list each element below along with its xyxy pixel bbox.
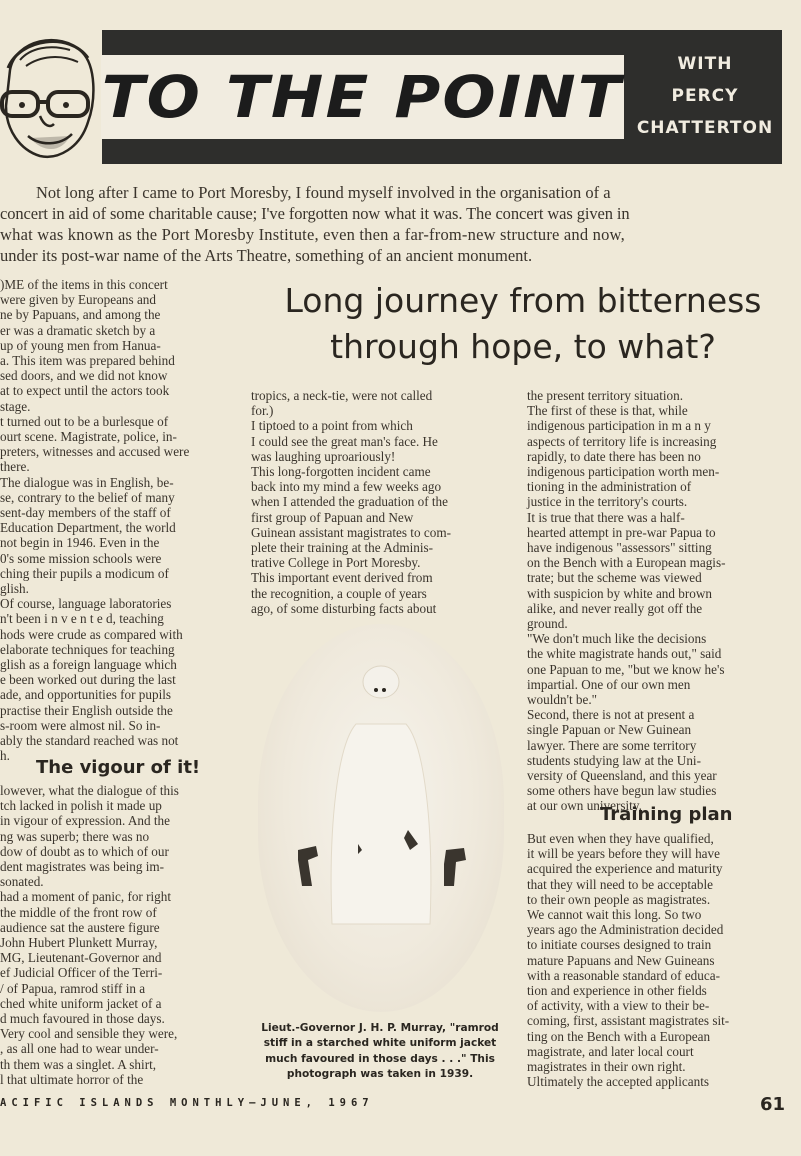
text-line: We cannot wait this long. So two bbox=[527, 907, 702, 923]
text-line: th them was a singlet. A shirt, bbox=[0, 1056, 157, 1072]
subhead-vigour: The vigour of it! bbox=[36, 757, 201, 778]
text-line: elaborate techniques for teaching bbox=[0, 641, 175, 657]
text-line: ting on the Bench with a European bbox=[527, 1028, 711, 1044]
text-line: indigenous participation in m a n y bbox=[527, 418, 711, 434]
text-line: This important event derived from bbox=[251, 570, 433, 586]
text-line: in vigour of expression. And the bbox=[0, 813, 170, 829]
text-line: justice in the territory's courts. bbox=[527, 494, 688, 510]
text-line: on the Bench with a European magis- bbox=[527, 555, 726, 571]
text-line: lawyer. There are some territory bbox=[527, 737, 697, 753]
text-line: wouldn't be." bbox=[527, 692, 598, 708]
headline-line-1: Long journey from bitterness bbox=[284, 281, 762, 320]
text-line: But even when they have qualified, bbox=[527, 831, 714, 846]
text-line: rapidly, to date there has been no bbox=[527, 448, 701, 464]
text-line: to their own people as magistrates. bbox=[527, 891, 711, 907]
text-line: sonated. bbox=[0, 874, 44, 890]
byline-first-name: PERCY bbox=[671, 86, 739, 106]
intro-line: Not long after I came to Port Moresby, I found myself involved in the organisation of a bbox=[36, 183, 611, 202]
text-line: indigenous participation worth men- bbox=[527, 464, 720, 480]
text-line: when I attended the graduation of the bbox=[251, 494, 449, 510]
column-2 bbox=[251, 388, 509, 616]
text-line: I could see the great man's face. He bbox=[251, 433, 438, 449]
caricature-portrait bbox=[0, 30, 102, 164]
text-line: at to expect until the actors took bbox=[0, 383, 170, 399]
text-line: preters, witnesses and accused were bbox=[0, 444, 190, 460]
text-line: ne by Papuans, and among the bbox=[0, 307, 161, 323]
text-line: n't been i n v e n t e d, teaching bbox=[0, 611, 164, 627]
text-line: s-room were almost nil. So in- bbox=[0, 717, 161, 733]
intro-line: concert in aid of some charitable cause; I've forgotten now what it was. The concert was given in bbox=[0, 204, 630, 223]
text-line: John Hubert Plunkett Murray, bbox=[0, 935, 158, 951]
subhead-training: Training plan bbox=[600, 804, 733, 825]
text-line: it will be years before they will have bbox=[527, 846, 720, 862]
text-line: at our own university. bbox=[527, 798, 642, 814]
text-line: for.) bbox=[251, 403, 274, 419]
text-line: d much favoured in those days. bbox=[0, 1011, 165, 1027]
text-line: "We don't much like the decisions bbox=[527, 631, 707, 647]
text-line: were given by Europeans and bbox=[0, 292, 156, 308]
text-line: up of young men from Hanua- bbox=[0, 337, 161, 353]
text-line: plete their training at the Adminis- bbox=[251, 540, 434, 556]
text-line: tropics, a neck-tie, were not called bbox=[251, 388, 433, 403]
byline-last-name: CHATTERTON bbox=[636, 118, 774, 138]
text-line: there. bbox=[0, 459, 30, 475]
text-line: ef Judicial Officer of the Terri- bbox=[0, 965, 163, 981]
text-line: alike, and never really got off the bbox=[527, 600, 703, 616]
caption-line: photograph was taken in 1939. bbox=[286, 1068, 474, 1081]
text-line: l that ultimate horror of the bbox=[0, 1071, 144, 1087]
text-line: Ultimately the accepted applicants bbox=[527, 1074, 709, 1090]
text-line: with suspicion by white and brown bbox=[527, 585, 712, 601]
text-line: single Papuan or New Guinean bbox=[527, 722, 692, 738]
text-line: coming, first, assistant magistrates sit- bbox=[527, 1013, 730, 1029]
text-line: was laughing uproariously! bbox=[251, 448, 396, 464]
text-line: versity of Queensland, and this year bbox=[527, 768, 717, 784]
text-line: Very cool and sensible they were, bbox=[0, 1026, 178, 1042]
text-line: Of course, language laboratories bbox=[0, 596, 172, 612]
text-line: dow of doubt as to which of our bbox=[0, 843, 169, 859]
text-line: glish as a foreign language which bbox=[0, 657, 177, 673]
text-line: trative College in Port Moresby. bbox=[251, 555, 421, 571]
intro-line: what was known as the Port Moresby Institute, even then a far-from-new structure and now, bbox=[0, 225, 625, 244]
text-line: 0's some mission schools were bbox=[0, 550, 162, 566]
text-line: practise their English outside the bbox=[0, 702, 173, 718]
text-line: a. This item was prepared behind bbox=[0, 353, 175, 369]
text-line: The first of these is that, while bbox=[527, 403, 688, 419]
text-line: I tiptoed to a point from which bbox=[251, 418, 413, 434]
text-line: )ME of the items in this concert bbox=[0, 277, 168, 292]
text-line: the present territory situation. bbox=[527, 388, 684, 403]
text-line: glish. bbox=[0, 581, 29, 597]
text-line: trate; but the scheme was viewed bbox=[527, 570, 702, 586]
text-line: ade, and opportunities for pupils bbox=[0, 687, 172, 703]
text-line: The dialogue was in English, be- bbox=[0, 474, 174, 490]
footer-publication: ACIFIC ISLANDS MONTHLY—JUNE, 1967 bbox=[0, 1097, 374, 1109]
headline bbox=[258, 278, 788, 370]
text-line: ground. bbox=[527, 616, 568, 632]
page-number: 61 bbox=[760, 1094, 786, 1115]
text-line: ched white uniform jacket of a bbox=[0, 995, 162, 1011]
text-line: have indigenous "assessors" sitting bbox=[527, 540, 712, 556]
text-line: Guinean assistant magistrates to com- bbox=[251, 524, 451, 540]
headline-line-2: through hope, to what? bbox=[330, 327, 716, 366]
byline bbox=[630, 48, 780, 144]
text-line: / of Papua, ramrod stiff in a bbox=[0, 980, 146, 996]
caption-line: much favoured in those days . . ." This bbox=[265, 1052, 495, 1065]
text-line: acquired the experience and maturity bbox=[527, 861, 723, 877]
text-line: back into my mind a few weeks ago bbox=[251, 479, 442, 495]
photo-caption bbox=[251, 1021, 509, 1083]
text-line: lowever, what the dialogue of this bbox=[0, 783, 179, 798]
column-3-bottom bbox=[527, 831, 789, 1089]
text-line: with a reasonable standard of educa- bbox=[527, 967, 720, 983]
banner-title-box bbox=[101, 55, 624, 139]
text-line: impartial. One of our own men bbox=[527, 676, 691, 692]
text-line: the middle of the front row of bbox=[0, 904, 157, 920]
text-line: tch lacked in polish it made up bbox=[0, 798, 162, 814]
text-line: not begin in 1946. Even in the bbox=[0, 535, 160, 551]
caption-line: Lieut.-Governor J. H. P. Murray, "ramrod bbox=[261, 1022, 499, 1034]
text-line: that they will need to be acceptable bbox=[527, 876, 714, 892]
text-line: years ago the Administration decided bbox=[527, 922, 724, 938]
text-line: one Papuan to me, "but we know he's bbox=[527, 661, 725, 677]
text-line: magistrate, and later local court bbox=[527, 1043, 694, 1059]
text-line: had a moment of panic, for right bbox=[0, 889, 172, 905]
caption-line: stiff in a starched white uniform jacket bbox=[263, 1037, 497, 1050]
text-line: sent-day members of the staff of bbox=[0, 505, 171, 521]
text-line: ourt scene. Magistrate, police, in- bbox=[0, 429, 177, 445]
text-line: some others have begun law studies bbox=[527, 783, 717, 799]
text-line: sed doors, and we did not know bbox=[0, 368, 168, 384]
text-line: dent magistrates was being im- bbox=[0, 859, 165, 875]
text-line: of activity, with a view to their be- bbox=[527, 998, 710, 1014]
text-line: tioning in the administration of bbox=[527, 479, 692, 495]
text-line: Education Department, the world bbox=[0, 520, 176, 536]
text-line: aspects of territory life is increasing bbox=[527, 433, 717, 449]
text-line: to initiate courses designed to train bbox=[527, 937, 712, 953]
text-line: tion and experience in other fields bbox=[527, 983, 707, 999]
text-line: ago, of some disturbing facts about bbox=[251, 600, 437, 616]
column-3-top bbox=[527, 388, 789, 814]
column-title: TO THE POINT bbox=[101, 63, 624, 131]
text-line: This long-forgotten incident came bbox=[251, 464, 431, 480]
column-1-top bbox=[0, 277, 232, 764]
text-line: stage. bbox=[0, 398, 31, 414]
intro-line: under its post-war name of the Arts Theatre, something of an ancient monument. bbox=[0, 246, 533, 265]
text-line: ching their pupils a modicum of bbox=[0, 565, 169, 581]
text-line: students studying law at the Uni- bbox=[527, 752, 701, 768]
text-line: mature Papuans and New Guineans bbox=[527, 952, 715, 968]
byline-with: WITH bbox=[677, 54, 733, 74]
text-line: h. bbox=[0, 748, 10, 764]
text-line: audience sat the austere figure bbox=[0, 919, 160, 935]
text-line: magistrates in their own right. bbox=[527, 1059, 686, 1075]
intro-paragraph bbox=[0, 182, 801, 266]
text-line: se, contrary to the belief of many bbox=[0, 489, 175, 505]
text-line: It is true that there was a half- bbox=[527, 509, 685, 525]
text-line: ng was superb; there was no bbox=[0, 828, 150, 844]
text-line: first group of Papuan and New bbox=[251, 509, 414, 525]
text-line: , as all one had to wear under- bbox=[0, 1041, 159, 1057]
text-line: the white magistrate hands out," said bbox=[527, 646, 722, 662]
text-line: er was a dramatic sketch by a bbox=[0, 322, 156, 338]
text-line: MG, Lieutenant-Governor and bbox=[0, 950, 162, 966]
text-line: hearted attempt in pre-war Papua to bbox=[527, 524, 716, 540]
text-line: Second, there is not at present a bbox=[527, 707, 695, 723]
column-1-bottom bbox=[0, 783, 232, 1087]
text-line: hods were crude as compared with bbox=[0, 626, 183, 642]
text-line: e been worked out during the last bbox=[0, 672, 176, 688]
photo-murray bbox=[258, 624, 504, 1012]
text-line: t turned out to be a burlesque of bbox=[0, 413, 169, 429]
text-line: the recognition, a couple of years bbox=[251, 585, 427, 601]
text-line: ably the standard reached was not bbox=[0, 733, 179, 749]
